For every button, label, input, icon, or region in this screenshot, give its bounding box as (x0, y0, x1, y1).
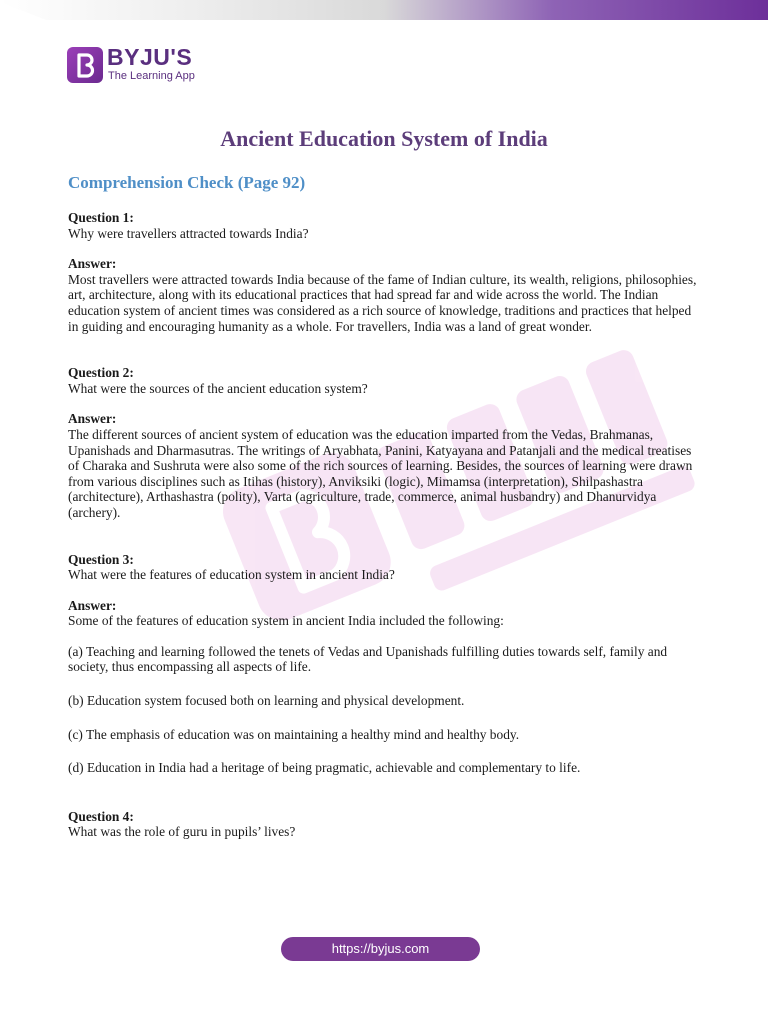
answer-label: Answer: (68, 411, 117, 427)
question-text: What was the role of guru in pupils’ lives? (68, 824, 296, 840)
question-label: Question 2: (68, 365, 134, 381)
header-accent-band (0, 0, 768, 20)
footer-url-link[interactable]: https://byjus.com (281, 937, 480, 961)
question-text: Why were travellers attracted towards India? (68, 225, 309, 241)
answer-intro: Some of the features of education system in ancient India included the following: (68, 613, 504, 629)
brand-name: BYJU'S (107, 44, 193, 70)
byjus-badge-icon (67, 47, 103, 83)
qa-content (68, 210, 698, 855)
question-label: Question 4: (68, 808, 134, 824)
section-heading: Comprehension Check (Page 92) (68, 173, 306, 192)
qa-block-1 (68, 210, 698, 334)
answer-text: Most travellers were attracted towards India because of the fame of Indian culture, its wealth, religions, philosophies, art, architecture, along with its educational practices that had spread far and wide across the world. The Indian education system of ancient times was considered as a rich source of knowledge, traditions and practices that helped in guiding and encouraging humanity as a whole. For travellers, India was a land of great wonder. (68, 271, 697, 334)
answer-label: Answer: (68, 256, 117, 272)
answer-point: (c) The emphasis of education was on maintaining a healthy mind and healthy body. (68, 726, 520, 742)
brand-tagline: The Learning App (108, 70, 195, 82)
answer-point: (b) Education system focused both on learning and physical development. (68, 693, 465, 709)
qa-block-4 (68, 809, 698, 840)
answer-text: The different sources of ancient system of education was the education imparted from the Vedas, Brahmanas, Upanishads and Dharmasutras. The writings of Aryabhata, Panini, Katyayana and Patanjali and the medical treatises of Charaka and Sushruta were also some of the rich sources of learning. Besides, the sources of learning were drawn from various disciplines such as Itihas (history), Anviksiki (logic), Mimamsa (interpretation), Shilpashastra (architecture), Arthashastra (polity), Varta (agriculture, trade, commerce, animal husbandry) and Dhanurvidya (archery). (68, 426, 693, 520)
qa-block-2 (68, 365, 698, 520)
question-label: Question 1: (68, 210, 134, 225)
question-text: What were the features of education system in ancient India? (68, 567, 395, 583)
answer-point: (d) Education in India had a heritage of being pragmatic, achievable and complementary to life. (68, 760, 581, 776)
qa-block-3 (68, 552, 698, 776)
question-label: Question 3: (68, 551, 134, 567)
answer-label: Answer: (68, 597, 117, 613)
question-text: What were the sources of the ancient education system? (68, 380, 368, 396)
document-title: Ancient Education System of India (220, 126, 548, 151)
answer-point: (a) Teaching and learning followed the tenets of Vedas and Upanishads fulfilling duties towards self, family and society, thus encompassing all aspects of life. (68, 643, 668, 675)
